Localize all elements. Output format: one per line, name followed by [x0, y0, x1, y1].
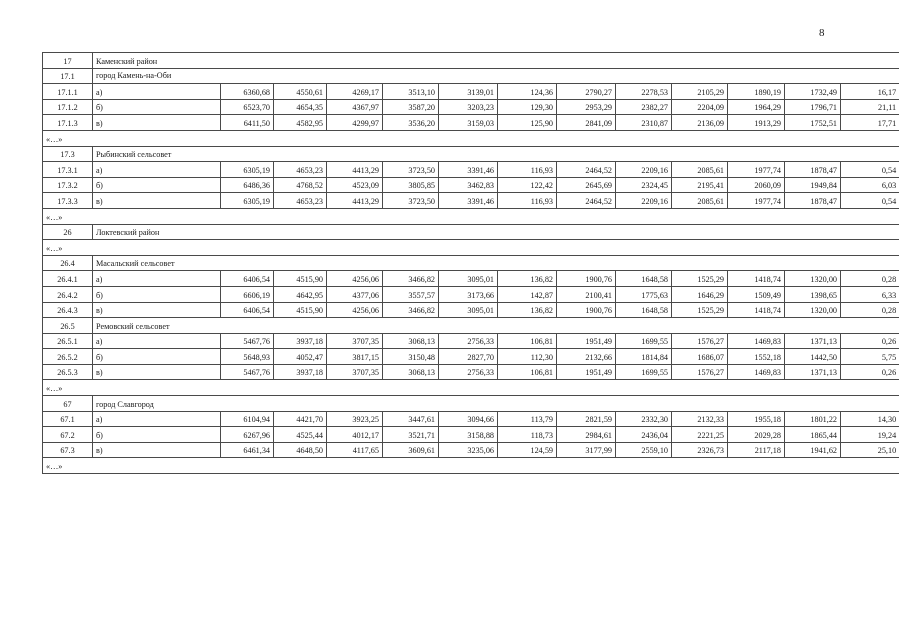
value-cell: 0,26 — [841, 333, 899, 349]
row-code: 17.1.3 — [43, 115, 93, 131]
section-name: Ремовский сельсовет — [93, 318, 899, 334]
value-cell: 5,75 — [841, 349, 899, 365]
ellipsis-row — [43, 458, 899, 474]
value-cell: 17,71 — [841, 115, 899, 131]
value-cell: 2790,27 — [557, 84, 616, 100]
value-cell: 3391,46 — [439, 162, 498, 178]
row-code: 17.3.3 — [43, 193, 93, 209]
value-cell: 2060,09 — [728, 177, 785, 193]
value-cell: 116,93 — [498, 193, 557, 209]
value-cell: 1900,76 — [557, 271, 616, 287]
value-cell: 1977,74 — [728, 162, 785, 178]
value-cell: 1442,50 — [785, 349, 841, 365]
value-cell: 142,87 — [498, 286, 557, 302]
table-row — [43, 427, 899, 443]
value-cell: 3150,48 — [383, 349, 439, 365]
value-cell: 136,82 — [498, 271, 557, 287]
value-cell: 2984,61 — [557, 427, 616, 443]
value-cell: 106,81 — [498, 333, 557, 349]
value-cell: 2085,61 — [672, 162, 728, 178]
value-cell: 6523,70 — [221, 99, 274, 115]
value-cell: 125,90 — [498, 115, 557, 131]
value-cell: 2559,10 — [616, 442, 672, 458]
value-cell: 2132,33 — [672, 411, 728, 427]
value-cell: 4256,06 — [327, 302, 383, 318]
value-cell: 3094,66 — [439, 411, 498, 427]
value-cell: 4052,47 — [274, 349, 327, 365]
value-cell: 6,03 — [841, 177, 899, 193]
value-cell: 6104,94 — [221, 411, 274, 427]
value-cell: 3937,18 — [274, 364, 327, 380]
value-cell: 3805,85 — [383, 177, 439, 193]
value-cell: 124,59 — [498, 442, 557, 458]
value-cell: 4654,35 — [274, 99, 327, 115]
table-row — [43, 115, 899, 131]
value-cell: 1878,47 — [785, 162, 841, 178]
value-cell: 6411,50 — [221, 115, 274, 131]
value-cell: 2645,69 — [557, 177, 616, 193]
row-subitem: б) — [93, 99, 221, 115]
value-cell: 2209,16 — [616, 193, 672, 209]
value-cell: 2117,18 — [728, 442, 785, 458]
value-cell: 112,30 — [498, 349, 557, 365]
value-cell: 3095,01 — [439, 302, 498, 318]
value-cell: 6486,36 — [221, 177, 274, 193]
value-cell: 1525,29 — [672, 271, 728, 287]
value-cell: 4377,06 — [327, 286, 383, 302]
value-cell: 2136,09 — [672, 115, 728, 131]
value-cell: 1964,29 — [728, 99, 785, 115]
value-cell: 136,82 — [498, 302, 557, 318]
section-name: Локтевский район — [93, 224, 899, 240]
section-row — [43, 224, 899, 240]
value-cell: 6,33 — [841, 286, 899, 302]
value-cell: 4421,70 — [274, 411, 327, 427]
value-cell: 1648,58 — [616, 302, 672, 318]
row-subitem: в) — [93, 302, 221, 318]
row-subitem: а) — [93, 333, 221, 349]
value-cell: 6461,34 — [221, 442, 274, 458]
value-cell: 3707,35 — [327, 333, 383, 349]
value-cell: 3466,82 — [383, 271, 439, 287]
value-cell: 3466,82 — [383, 302, 439, 318]
section-name: Масальский сельсовет — [93, 255, 899, 271]
section-code: 67 — [43, 396, 93, 412]
table-row — [43, 286, 899, 302]
value-cell: 4515,90 — [274, 302, 327, 318]
table-row — [43, 442, 899, 458]
ellipsis-marker: «…» — [43, 130, 899, 146]
value-cell: 16,17 — [841, 84, 899, 100]
value-cell: 4525,44 — [274, 427, 327, 443]
value-cell: 1949,84 — [785, 177, 841, 193]
value-cell: 3173,66 — [439, 286, 498, 302]
value-cell: 1552,18 — [728, 349, 785, 365]
value-cell: 2132,66 — [557, 349, 616, 365]
value-cell: 2221,25 — [672, 427, 728, 443]
row-code: 17.1.1 — [43, 84, 93, 100]
section-row — [43, 255, 899, 271]
value-cell: 3158,88 — [439, 427, 498, 443]
value-cell: 3937,18 — [274, 333, 327, 349]
value-cell: 1878,47 — [785, 193, 841, 209]
value-cell: 0,28 — [841, 271, 899, 287]
value-cell: 1469,83 — [728, 364, 785, 380]
value-cell: 1509,49 — [728, 286, 785, 302]
value-cell: 2100,41 — [557, 286, 616, 302]
value-cell: 4117,65 — [327, 442, 383, 458]
value-cell: 2326,73 — [672, 442, 728, 458]
value-cell: 1648,58 — [616, 271, 672, 287]
value-cell: 1732,49 — [785, 84, 841, 100]
value-cell: 0,54 — [841, 162, 899, 178]
value-cell: 106,81 — [498, 364, 557, 380]
value-cell: 1576,27 — [672, 364, 728, 380]
value-cell: 1320,00 — [785, 302, 841, 318]
value-cell: 1752,51 — [785, 115, 841, 131]
value-cell: 4653,23 — [274, 162, 327, 178]
value-cell: 1814,84 — [616, 349, 672, 365]
section-row — [43, 396, 899, 412]
value-cell: 2756,33 — [439, 333, 498, 349]
value-cell: 2756,33 — [439, 364, 498, 380]
row-subitem: в) — [93, 442, 221, 458]
value-cell: 4012,17 — [327, 427, 383, 443]
page-number: 8 — [819, 27, 825, 39]
row-subitem: а) — [93, 84, 221, 100]
value-cell: 6406,54 — [221, 271, 274, 287]
value-cell: 6606,19 — [221, 286, 274, 302]
table-row — [43, 162, 899, 178]
value-cell: 1398,65 — [785, 286, 841, 302]
value-cell: 3391,46 — [439, 193, 498, 209]
row-code: 17.3.1 — [43, 162, 93, 178]
value-cell: 2821,59 — [557, 411, 616, 427]
value-cell: 1796,71 — [785, 99, 841, 115]
value-cell: 21,11 — [841, 99, 899, 115]
value-cell: 3723,50 — [383, 193, 439, 209]
value-cell: 1941,62 — [785, 442, 841, 458]
table-row — [43, 411, 899, 427]
value-cell: 1418,74 — [728, 302, 785, 318]
row-subitem: в) — [93, 193, 221, 209]
value-cell: 4648,50 — [274, 442, 327, 458]
value-cell: 3462,83 — [439, 177, 498, 193]
ellipsis-marker: «…» — [43, 208, 899, 224]
value-cell: 1646,29 — [672, 286, 728, 302]
row-code: 26.4.1 — [43, 271, 93, 287]
value-cell: 1418,74 — [728, 271, 785, 287]
table-row — [43, 349, 899, 365]
value-cell: 6305,19 — [221, 162, 274, 178]
value-cell: 3177,99 — [557, 442, 616, 458]
value-cell: 3159,03 — [439, 115, 498, 131]
value-cell: 5648,93 — [221, 349, 274, 365]
value-cell: 2310,87 — [616, 115, 672, 131]
table-row — [43, 364, 899, 380]
value-cell: 1371,13 — [785, 333, 841, 349]
value-cell: 3536,20 — [383, 115, 439, 131]
value-cell: 2953,29 — [557, 99, 616, 115]
value-cell: 116,93 — [498, 162, 557, 178]
value-cell: 2332,30 — [616, 411, 672, 427]
table-row — [43, 193, 899, 209]
value-cell: 3235,06 — [439, 442, 498, 458]
value-cell: 129,30 — [498, 99, 557, 115]
row-subitem: в) — [93, 364, 221, 380]
value-cell: 3923,25 — [327, 411, 383, 427]
ellipsis-marker: «…» — [43, 380, 899, 396]
section-code: 17.1 — [43, 68, 93, 84]
value-cell: 6406,54 — [221, 302, 274, 318]
table-row — [43, 99, 899, 115]
row-code: 67.3 — [43, 442, 93, 458]
section-name: город Славгород — [93, 396, 899, 412]
row-code: 26.5.3 — [43, 364, 93, 380]
value-cell: 4550,61 — [274, 84, 327, 100]
value-cell: 4523,09 — [327, 177, 383, 193]
section-code: 17 — [43, 53, 93, 69]
value-cell: 6267,96 — [221, 427, 274, 443]
value-cell: 1525,29 — [672, 302, 728, 318]
value-cell: 2382,27 — [616, 99, 672, 115]
value-cell: 1977,74 — [728, 193, 785, 209]
section-name: Каменский район — [93, 53, 899, 69]
value-cell: 4413,29 — [327, 162, 383, 178]
row-code: 17.1.2 — [43, 99, 93, 115]
section-row — [43, 53, 899, 69]
value-cell: 3203,23 — [439, 99, 498, 115]
value-cell: 3707,35 — [327, 364, 383, 380]
value-cell: 3817,15 — [327, 349, 383, 365]
value-cell: 3513,10 — [383, 84, 439, 100]
value-cell: 4515,90 — [274, 271, 327, 287]
row-code: 26.5.2 — [43, 349, 93, 365]
value-cell: 124,36 — [498, 84, 557, 100]
value-cell: 0,54 — [841, 193, 899, 209]
value-cell: 1469,83 — [728, 333, 785, 349]
value-cell: 118,73 — [498, 427, 557, 443]
row-code: 26.4.2 — [43, 286, 93, 302]
value-cell: 14,30 — [841, 411, 899, 427]
value-cell: 1801,22 — [785, 411, 841, 427]
value-cell: 2278,53 — [616, 84, 672, 100]
ellipsis-row — [43, 208, 899, 224]
table-row — [43, 84, 899, 100]
ellipsis-row — [43, 130, 899, 146]
value-cell: 1699,55 — [616, 333, 672, 349]
value-cell: 2827,70 — [439, 349, 498, 365]
tariff-table — [42, 52, 899, 474]
row-subitem: б) — [93, 427, 221, 443]
value-cell: 4413,29 — [327, 193, 383, 209]
ellipsis-marker: «…» — [43, 240, 899, 256]
row-subitem: б) — [93, 349, 221, 365]
value-cell: 6360,68 — [221, 84, 274, 100]
value-cell: 19,24 — [841, 427, 899, 443]
value-cell: 4256,06 — [327, 271, 383, 287]
value-cell: 2105,29 — [672, 84, 728, 100]
row-subitem: а) — [93, 271, 221, 287]
ellipsis-row — [43, 380, 899, 396]
row-code: 67.2 — [43, 427, 93, 443]
table-row — [43, 333, 899, 349]
value-cell: 3447,61 — [383, 411, 439, 427]
row-subitem: б) — [93, 177, 221, 193]
value-cell: 122,42 — [498, 177, 557, 193]
value-cell: 1951,49 — [557, 333, 616, 349]
ellipsis-marker: «…» — [43, 458, 899, 474]
value-cell: 1775,63 — [616, 286, 672, 302]
ellipsis-row — [43, 240, 899, 256]
value-cell: 3587,20 — [383, 99, 439, 115]
value-cell: 2841,09 — [557, 115, 616, 131]
value-cell: 2464,52 — [557, 193, 616, 209]
section-code: 26.4 — [43, 255, 93, 271]
value-cell: 4653,23 — [274, 193, 327, 209]
value-cell: 1951,49 — [557, 364, 616, 380]
value-cell: 2204,09 — [672, 99, 728, 115]
value-cell: 1865,44 — [785, 427, 841, 443]
section-name: город Камень-на-Оби — [93, 68, 899, 84]
value-cell: 6305,19 — [221, 193, 274, 209]
value-cell: 2464,52 — [557, 162, 616, 178]
value-cell: 3095,01 — [439, 271, 498, 287]
value-cell: 1955,18 — [728, 411, 785, 427]
value-cell: 1699,55 — [616, 364, 672, 380]
value-cell: 3723,50 — [383, 162, 439, 178]
value-cell: 2324,45 — [616, 177, 672, 193]
row-subitem: а) — [93, 411, 221, 427]
value-cell: 2436,04 — [616, 427, 672, 443]
section-name: Рыбинский сельсовет — [93, 146, 899, 162]
section-code: 17.3 — [43, 146, 93, 162]
table-body — [43, 53, 899, 474]
row-code: 26.5.1 — [43, 333, 93, 349]
value-cell: 2029,28 — [728, 427, 785, 443]
table-row — [43, 177, 899, 193]
value-cell: 5467,76 — [221, 364, 274, 380]
value-cell: 1320,00 — [785, 271, 841, 287]
section-code: 26 — [43, 224, 93, 240]
table-row — [43, 302, 899, 318]
value-cell: 0,26 — [841, 364, 899, 380]
value-cell: 2085,61 — [672, 193, 728, 209]
row-code: 17.3.2 — [43, 177, 93, 193]
row-subitem: б) — [93, 286, 221, 302]
value-cell: 3521,71 — [383, 427, 439, 443]
value-cell: 3068,13 — [383, 364, 439, 380]
value-cell: 3609,61 — [383, 442, 439, 458]
value-cell: 1576,27 — [672, 333, 728, 349]
section-row — [43, 146, 899, 162]
value-cell: 25,10 — [841, 442, 899, 458]
value-cell: 3557,57 — [383, 286, 439, 302]
value-cell: 1913,29 — [728, 115, 785, 131]
section-row — [43, 68, 899, 84]
value-cell: 4768,52 — [274, 177, 327, 193]
row-subitem: а) — [93, 162, 221, 178]
value-cell: 0,28 — [841, 302, 899, 318]
value-cell: 1900,76 — [557, 302, 616, 318]
value-cell: 3068,13 — [383, 333, 439, 349]
value-cell: 113,79 — [498, 411, 557, 427]
value-cell: 1371,13 — [785, 364, 841, 380]
value-cell: 4269,17 — [327, 84, 383, 100]
section-code: 26.5 — [43, 318, 93, 334]
value-cell: 4582,95 — [274, 115, 327, 131]
row-subitem: в) — [93, 115, 221, 131]
value-cell: 1890,19 — [728, 84, 785, 100]
value-cell: 3139,01 — [439, 84, 498, 100]
row-code: 67.1 — [43, 411, 93, 427]
value-cell: 2209,16 — [616, 162, 672, 178]
value-cell: 4367,97 — [327, 99, 383, 115]
table-row — [43, 271, 899, 287]
value-cell: 5467,76 — [221, 333, 274, 349]
value-cell: 2195,41 — [672, 177, 728, 193]
row-code: 26.4.3 — [43, 302, 93, 318]
section-row — [43, 318, 899, 334]
value-cell: 4642,95 — [274, 286, 327, 302]
value-cell: 1686,07 — [672, 349, 728, 365]
value-cell: 4299,97 — [327, 115, 383, 131]
